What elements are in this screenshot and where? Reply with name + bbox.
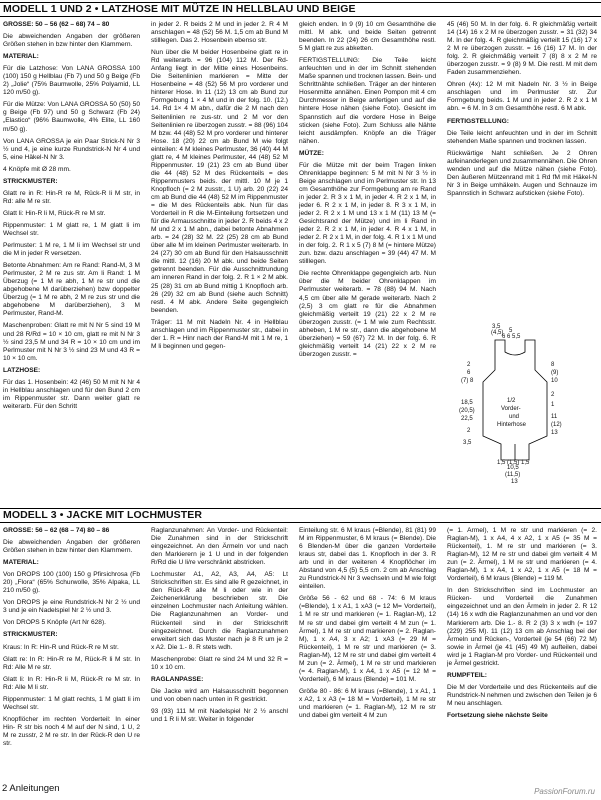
paragraph: Die rechte Ohrenklappe gegengleich arb. Nun über die M beider Ohrenklappen im Perlmuster weiterarb. = 78 (88) 94 M. Nach 4,5 cm über alle M gerade weiterarb. Nach 2 (2,5) 3 cm glatt re für die Abnahmen gleichmäßig verteilt 19 (21) 22 x 2 M re überzogen zusstr. (= 1 M wie zum Rechtsstr. abheben, 1 M re str., dann die abgehobene M überziehen) = 59 (67) 72 M. In der folg. 6. R gleichmäßig verteilt 14 (21) 22 x 2 M re überzogen zusstr. = (299, 270, 436, 358)
paragraph: Fortsetzung siehe nächste Seite (447, 711, 548, 719)
dim-l4: 18,5 (461, 400, 473, 406)
column-6 (151, 527, 288, 779)
paragraph: Rippenmuster: 1 M glatt re, 1 M glatt li im Wechsel str. (3, 221, 140, 237)
dim-r6: 11 (551, 414, 558, 420)
pattern-schematic (447, 320, 597, 490)
paragraph: MÜTZE: (299, 149, 324, 157)
paragraph: In den Strickschriften sind im Lochmuster an Rücken- und Vorderteil die Zunahmen eingezeichnet und an den Ärmeln in jeder 2. R 12 (14) 16 x wdh die Raglanzunahmen an und vor den Markierern arb. Die 1.- 8. R 2 (3) 3 x wdh (= 197 (229) 255 M). 11 (12) 13 cm ab Anschlag bei der Ärmeln und Rücken-, Vorderteil (je 54 (66) 72 M) sowie in Ärmel (je 41 (45) 49 M) aufteilen, dabei wird je 1 Raglan-M pro Vorder- und Rückenteil und je Ärmel gestrickt. (447, 587, 597, 667)
dim-b2: (11,5) (505, 472, 521, 478)
paragraph: Glatt re: In R: Hin-R re M, Rück-R li M str. In Rd: Alle M re str. (3, 655, 140, 671)
paragraph: Betonte Abnahmen: Am re Rand: Rand-M, 3 M Perlmuster, 2 M re zus str. Am li Rand: 1 M Überzug (= 1 M re abh, 1 M re str und die abgehobene M darüberziehen) bzw doppelter Überzug (= 1 M re abh, 2 M re zus str und die abgehobene M darüberziehen), 3 M Perlmuster, Rand-M. (3, 262, 140, 318)
paragraph: Glatt li: Hin-R li M, Rück-R re M str. (3, 209, 106, 217)
paragraph: MATERIAL: (3, 559, 39, 567)
paragraph: RAGLANPASSE: (151, 675, 204, 683)
dim-top: 3,5 (492, 324, 501, 330)
paragraph: GRÖSSE: 56 – 62 (68 – 74) 80 – 86 (3, 527, 110, 534)
watermark: PassionForum.ru (534, 787, 595, 796)
dim-r1: 8 (551, 362, 555, 368)
dim-l7: 2 (467, 428, 471, 434)
paragraph: STRICKMUSTER: (3, 177, 58, 185)
paragraph: Größe 56 - 62 und 68 - 74: 6 M kraus (=Blende), 1 x A1, 1 xA3 (= 12 M= Vorderteil), 1 M re str und markieren (= 1. Raglan-M), 12 M re str und dabei glm verteilt 4 M zun (= 1. Ärmel), 1 M re str und markieren (= 2. Raglan-M), 1 x A4, 3 x A2; 1 xA3 (= 29 M = Rückenteil), 1 M re str und markieren (= 3. Raglan-M), 12 M re str und dabei glm verteilt 4 M zun (= 2. Ärmel), 1 M re str und markieren (= 4. Raglan-M), 1 x A4, 1 x A5 (= 12 M = Vorderteil), 6 M kraus (Blende) = 101 M. (299, 595, 436, 683)
dim-r7: (12) (551, 422, 562, 428)
paragraph: Rippenmuster: 1 M glatt rechts, 1 M glatt li im Wechsel str. (3, 695, 140, 711)
part-label-4: Hinterhose (497, 422, 527, 428)
column-3 (299, 21, 436, 505)
paragraph: Die Jacke wird am Halsausschnitt begonnen und von oben nach unten in R gestrickt. (151, 687, 288, 703)
part-label-3: und (509, 414, 520, 420)
paragraph: Von DROPS je eine Rundstrick-N Nr 2 ½ und 3 und je ein Nadelspiel Nr 2 ½ und 3. (3, 599, 140, 615)
paragraph: Für das 1. Hosenbein: 42 (46) 50 M mit N Nr 4 in Hellblau anschlagen und für den Bund 2 cm im Rippenmuster str. Dann weiter glatt re weiterarb. Für den Schritt (3, 378, 140, 410)
paragraph: Die Teile leicht anfeuchten und in der im Schnitt stehenden Maße spannen und trocknen lassen. (447, 129, 597, 145)
column-1 (3, 21, 140, 505)
paragraph: Knopflöcher im rechten Vorderteil: In einer Hin- R str bis noch 4 M auf der N sind, 1 U, 2 M re zusstr, 2 M re str. In der Rück-R den U re str. (3, 715, 140, 747)
column-8 (447, 527, 597, 779)
paragraph: 45 (46) 50 M. In der folg. 6. R gleichmäßig verteilt 14 (14) 16 x 2 M re überzogen zusstr. = 31 (32) 34 M. In der folg. 4. R gleichmäßig verteilt 15 (16) 17 x 2 M re überzogen zusstr. = 16 (16) 17 M. In der folg. 2. R gleichmäßig verteilt 7 (8) 8 x 2 M re überzogen zusstr. = 9 (8) 9 M. Die restl. M mit dem Faden zusammenziehen. (447, 21, 597, 77)
paragraph: Maschenprobe: Glatt re sind 24 M und 32 R = 10 x 10 cm. (151, 655, 288, 671)
dim-l3: (7) 8 (461, 378, 474, 384)
paragraph: MATERIAL: (3, 53, 39, 61)
dim-top-nums: 6 6 5,5 (502, 334, 521, 340)
paragraph: STRICKMUSTER: (3, 631, 58, 639)
paragraph: Für die Mütze: Von LANA GROSSA 50 (50) 50 g Beige (Fb 97) und 50 g Schwarz (Fb 24) „Elastico“ (96% Baumwolle, 4% Elite, LL 160 m/50 g). (3, 101, 140, 133)
dim-l8: 3,5 (463, 440, 472, 446)
paragraph: Von DROPS 100 (100) 150 g Pfirsichrosa (Fb 20) „Flora“ (65% Schurwolle, 35% Alpaka, LL 210 m/50 g). (3, 571, 140, 595)
paragraph: FERTIGSTELLUNG: Die Teile leicht anfeuchten und in der im Schnitt stehenden Maße spannen und trocknen lassen. Bein- und Schrittnähte schließen. Träger an der hinteren Hosenmitte annähen. Einen Pompon mit 4 cm Durchmesser in Beige anfertigen und auf die hintere Hose nähen (siehe Foto). Gesicht im Spannstich auf die vordere Hose in Beige sticken (siehe Foto). Zum Schluss alle Nähte leicht ausdämpfen. Knöpfe an die Träger nähen. (299, 57, 436, 145)
dim-top3: 5 (509, 328, 513, 334)
paragraph: Glatt re in R: Hin-R re M, Rück-R li M str, in Rd: alle M re str. (3, 189, 140, 205)
dim-top2: (4,5) (491, 330, 504, 336)
paragraph: Kraus: In R: Hin-R und Rück-R re M str. (3, 643, 119, 651)
paragraph: Maschenproben: Glatt re mit N Nr 5 sind 19 M und 28 R/Rd = 10 × 10 cm, glatt re mit N Nr 3 ½ sind 23,5 M und 34 R = 10 × 10 cm und im Perlmuster mit N Nr 3 ½ sind 23 M und 43 R = 10 × 10 cm. (3, 322, 140, 362)
paragraph: gleich enden. In 9 (9) 10 cm Gesamthöhe die mittl. M abk. und beide Seiten getrennt beenden. In 22 (24) 26 cm Gesamthöhe restl. 5 M glatt re zus abketten. (299, 21, 436, 53)
paragraph: 93 (93) 111 M mit Nadelspiel Nr 2 ½ anschl und 1 R li M str. Weiter in folgender (151, 707, 288, 723)
paragraph: Rückwärtige Naht schließen. Je 2 Ohren aufeinanderlegen und zusammennähen. Die Ohren wenden und auf die Mütze nähen (siehe Foto). Den äußeren Mützenrand mit 1 Rd fM mit Häkel-N Nr 3 in Beige umhäkeln. Augen und Schnauze im Spannstich in Schwarz aufsticken (siehe Foto). (447, 149, 597, 197)
paragraph: Für die Latzhose: Von LANA GROSSA 100 (100) 150 g Hellblau (Fb 7) und 50 g Beige (Fb 2) „Jolie“ (75% Baumwolle, 25% Polyamid, LL 120 m/50 g). (3, 65, 140, 97)
paragraph: Die abweichenden Angaben der größeren Größen stehen in bzw hinter den Klammern. (3, 539, 140, 555)
column-5 (3, 527, 140, 779)
paragraph: Glatt li: In R: Hin-R li M, Rück-R re M str. In Rd: Alle M li str. (3, 675, 140, 691)
section-header-model-3 (0, 508, 601, 523)
paragraph: Lochmuster A1, A2, A3, A4, A5: Lt Strickschriften str. Es sind alle R gezeichnet, in den Rück-R alle M li oder wie in der Zeichenerklärung beschrieben str. Die einzelnen Lochmuster nach Anleitung wählen. Die Raglanzunahmen an Vorder- und Rückenteil sind in der Strickschrift eingezeichnet. Durch die Raglanzunahmen erweitert sich das Muster nach je 8 R um je 2 x A2. Die 1.- 8. R stets wdh. (151, 571, 288, 651)
paragraph: Von LANA GROSSA je ein Paar Strick-N Nr 3 ½ und 4, je eine kurze Rundstrick-N Nr 4 und 5, eine Häkel-N Nr 3. (3, 137, 140, 161)
paragraph: Träger: 11 M mit Nadeln Nr. 4 in Hellblau anschlagen und im Rippenmuster str., dabei in der 1. R = Hinr nach der Rand-M mit 1 M re, 1 M li beginnen und gegen- (151, 318, 288, 350)
dim-b1: 10,5 (507, 465, 519, 471)
paragraph: Für die Mütze mit der beim Tragen linken Ohrenklappe beginnen: 5 M mit N Nr 3 ½ in Beige anschlagen und im Perlmuster str. In 13 cm Gesamthöhe zur Formgebung am re Rand in jeder 2. R 3 x 1 M, in jeder 4. R 2 x 1 M, in jeder 6. R 2 x 1 M, in jeder 8. R 3 x 1 M, in jeder 2. R 2 x 1 M und 13 x 1 M (11) 13 M (= Gesichtsrand der Mütze) und im li Rand in jeder 2. R 2 x 1 M, in jeder 4. R 4 x 1 M, in jeder 2. R 2 x 1 M, in der folg. 4. R 1 x 1 M und in der folg. 2. R 1 x 5 (7) 8 M (= hintere Mütze) zun. bzw. dazu anschlagen = 39 (44) 47 M. M stilllegen. (299, 161, 436, 266)
paragraph: Größe 80 - 86: 6 M kraus (=Blende), 1 x A1, 1 x A2, 1 x A3 (= 18 M = Vorderteil), 1 M re str und markieren (= 1. Raglan-M), 12 M re str und dabei glm verteilt 4 M zun (299, 687, 436, 720)
paragraph: 4 Knöpfe mit Ø 28 mm. (3, 165, 71, 173)
paragraph: Perlmuster: 1 M re, 1 M li im Wechsel str und die M in jeder R versetzen. (3, 242, 140, 258)
dim-r2: (9) (551, 370, 559, 376)
paragraph: in jeder 2. R beids 2 M und in jeder 2. R 4 M anschlagen = 48 (52) 56 M. 1,5 cm ab Bund M stilllegen. Das 2. Hosenbein ebenso str. (151, 21, 288, 45)
dim-b3: 13 (511, 479, 518, 485)
dim-l6: 22,5 (461, 416, 473, 422)
dim-l1: 2 (467, 362, 471, 368)
paragraph: Einteilung str. 6 M kraus (=Blende), 81 (81) 99 M im Rippenmuster, 6 M kraus (= Blende). Die 6 Blenden-M über die ganzen Vorderteile kraus str, dabei das 1. Knopfloch in der 3. R arb und in der weiteren 4 Knopflöcher im Abstand von 4,5 (5) 5,5 cm. 2 cm ab Anschlag zu Rundstrick-N Nr 3 wechseln und M wie folgt einteilen. (299, 527, 436, 591)
dim-r3: 10 (551, 378, 558, 384)
paragraph: LATZHOSE: (3, 366, 41, 374)
paragraph: GRÖSSE: 50 – 56 (62 – 68) 74 – 80 (3, 21, 110, 28)
paragraph: Von DROPS 5 Knöpfe (Art Nr 628). (3, 619, 106, 627)
paragraph: Die M der Vorderteile und des Rückenteils auf die Rundstrick-N nehmen und zwischen den Teilen je 6 M neu anschlagen. (447, 683, 597, 707)
paragraph: Ohren (4x): 12 M mit Nadeln Nr. 3 ½ in Beige anschlagen und im Perlmuster str. Zur Formgebung beids. 1 M und in jeder 2. R 2 x 1 M abn. = 6 M. In 3 cm Gesamthöhe restl. 6 M abk. (447, 81, 597, 113)
dim-r8: 13 (551, 430, 558, 436)
dim-r5: 1 (551, 402, 555, 408)
column-2 (151, 21, 288, 505)
column-4 (447, 21, 597, 301)
paragraph: Raglanzunahmen: An Vorder- und Rückenteil: Die Zunahmen sind in der Strickschrift eingezeichnet. An den Ärmeln vor und nach den Markierern je 1 U und in der folgenden R/Rd die U li/re verschränkt abstricken. (151, 527, 288, 567)
column-7 (299, 527, 436, 779)
section-title-2: MODELL 3 • JACKE MIT LOCHMUSTER (3, 509, 203, 521)
page-footer: 2 Anleitungen (2, 783, 60, 794)
section-header-model-1-2 (0, 2, 601, 17)
part-label-2: Vorder- (501, 406, 521, 412)
dim-l2: 6 (467, 370, 471, 376)
dim-bottom: 1,5 (1,5) 1,5 (497, 460, 530, 466)
section-title: MODELL 1 UND 2 • LATZHOSE MIT MÜTZE IN HELLBLAU UND BEIGE (3, 3, 356, 15)
paragraph: FERTIGSTELLUNG: (447, 117, 509, 125)
paragraph: (= 1. Ärmel), 1 M re str und markieren (= 2. Raglan-M), 1 x A4, 4 x A2, 1 x A5 (= 35 M = Rückenteil), 1. M re str und markieren (= 3. Raglan-M), 12 M re str und dabei glm verteilt 4 M zun (= 2. Ärmel), 1 M re str und markieren (= 4. Raglan-M), 1 x A4, 1 x A2, 1 x A5 (= 18 M = Vorderteil), 6 M kraus (Blende) = 119 M. (447, 527, 597, 583)
paragraph: Die abweichenden Angaben der größeren Größen stehen in bzw hinter den Klammern. (3, 33, 140, 49)
paragraph: Nun über die M beider Hosenbeine glatt re in Rd weiterarb. = 96 (104) 112 M. Der Rd-Anfang liegt in der Mitte eines Hosenbeins. Die Seitenlinien markieren = Mitte der Hosenbeine = 48 (52) 56 M pro vorderer und hinterer Hose. In 11 (12) 13 cm ab Bund zur Formgebung 1 × 4 M und in der folg. 10. (12.) 14. Rd 1× 4 M abn., dafür die 2 M nach den Seitenlinien re zus-str. und 2 M vor den Seitenlinien re überzogen zusstr. = 88 (96) 104 M bzw. 44 (48) 52 M pro vorderer und hinterer Hose. 18 (20) 22 cm ab Bund M wie folgt einteilen: 4 M kleines Perlmuster, 36 (40) 44 M glatt re, 4 M kleines Perlmuster, 44 (48) 52 M Rippenmuster. 19 (21) 23 cm ab Bund über die 44 (48) 52 M des Rückenteils = des Rippenmusters beids. der mittl. 10 M je 1 Knopfloch (= 2 M zusstr., 1 U) arb. 20 (22) 24 cm ab Bund die 44 (48) 52 M im Rippenmuster = die M des Rückenteils abk. Nun für das Vorderteil in R die M-Einteilung fortsetzen und für die Armausschnitte in jeder 2. R beids 4 x 2 M und 2 x 1 M abn., dabei betonte Abnahmen arb. = 24 (28) 32 M. 22 (25) 28 cm ab Bund über alle M im kleinen Perlmuster weiterarb. In 24 (27) 30 cm ab Bund für den Halsausschnitt die mittl. 12 (16) 20 M abk. und beide Seiten getrennt beenden. Für die Ausschnittrundung am inneren Rand in der folg. 2. R 1 × 2 M abk. 25 (28) 31 cm ab Bund mittig 1 Knopfloch arb. 26 (29) 32 cm ab Bund (siehe auch Schnitt) restl. 4 M abk. Andere Seite gegengleich beenden. (151, 49, 288, 314)
part-label-1: 1/2 (507, 398, 516, 404)
paragraph: RUMPFTEIL: (447, 671, 487, 679)
dim-l5: (20,5) (459, 408, 475, 414)
dim-r4: 2 (551, 392, 555, 398)
